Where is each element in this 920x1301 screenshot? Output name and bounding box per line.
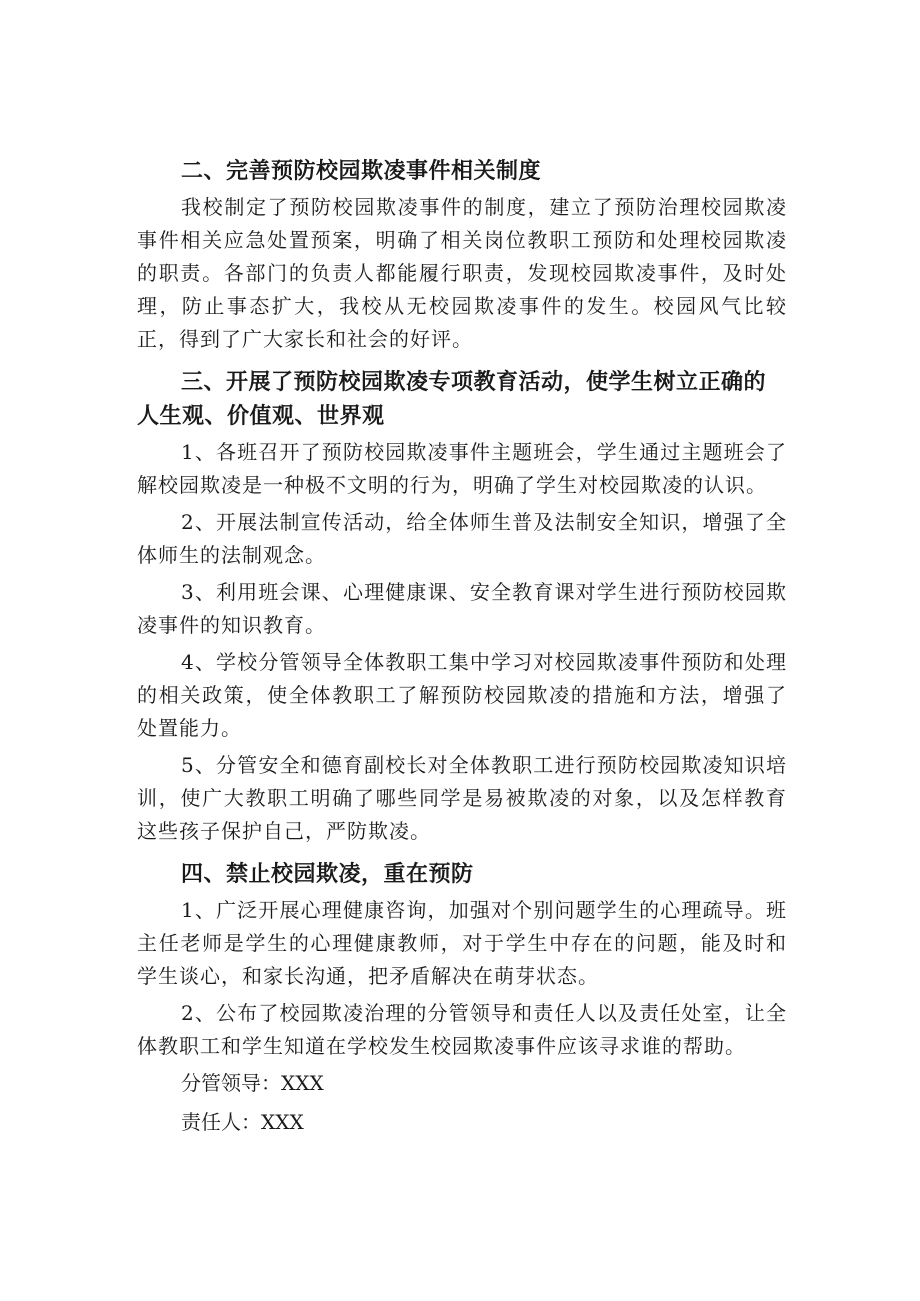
leader-line: 分管领导：XXX xyxy=(181,1071,324,1095)
section-4-item-1: 1、广泛开展心理健康咨询，加强对个别问题学生的心理疏导。班主任老师是学生的心理健康教师，对于学生中存在的问题，能及时和学生谈心，和家长沟通，把矛盾解决在萌芽状态。 xyxy=(137,898,787,988)
section-3-item-4: 4、学校分管领导全体教职工集中学习对校园欺凌事件预防和处理的相关政策，使全体教职工了解预防校园欺凌的措施和方法，增强了处置能力。 xyxy=(137,650,787,740)
document-body xyxy=(137,155,787,1145)
section-4-heading: 四、禁止校园欺凌，重在预防 xyxy=(181,862,474,887)
section-3-item-3: 3、利用班会课、心理健康课、安全教育课对学生进行预防校园欺凌事件的知识教育。 xyxy=(137,580,787,637)
section-3-item-2: 2、开展法制宣传活动，给全体师生普及法制安全知识，增强了全体师生的法制观念。 xyxy=(137,510,787,567)
section-2-heading: 二、完善预防校园欺凌事件相关制度 xyxy=(181,159,542,184)
section-4-item-2: 2、公布了校园欺凌治理的分管领导和责任人以及责任处室，让全体教职工和学生知道在学校发生校园欺凌事件应该寻求谁的帮助。 xyxy=(137,1001,787,1058)
section-3-heading: 三、开展了预防校园欺凌专项教育活动，使学生树立正确的人生观、价值观、世界观 xyxy=(137,370,767,429)
responsible-line: 责任人：XXX xyxy=(181,1110,304,1134)
section-3-item-1: 1、各班召开了预防校园欺凌事件主题班会，学生通过主题班会了解校园欺凌是一种极不文明的行为，明确了学生对校园欺凌的认识。 xyxy=(137,440,787,497)
section-3-item-5: 5、分管安全和德育副校长对全体教职工进行预防校园欺凌知识培训，使广大教职工明确了哪些同学是易被欺凌的对象，以及怎样教育这些孩子保护自己，严防欺凌。 xyxy=(137,753,787,843)
section-2-paragraph: 我校制定了预防校园欺凌事件的制度，建立了预防治理校园欺凌事件相关应急处置预案，明确了相关岗位教职工预防和处理校园欺凌的职责。各部门的负责人都能履行职责，发现校园欺凌事件，及时处理，防止事态扩大，我校从无校园欺凌事件的发生。校园风气比较正，得到了广大家长和社会的好评。 xyxy=(137,195,787,351)
